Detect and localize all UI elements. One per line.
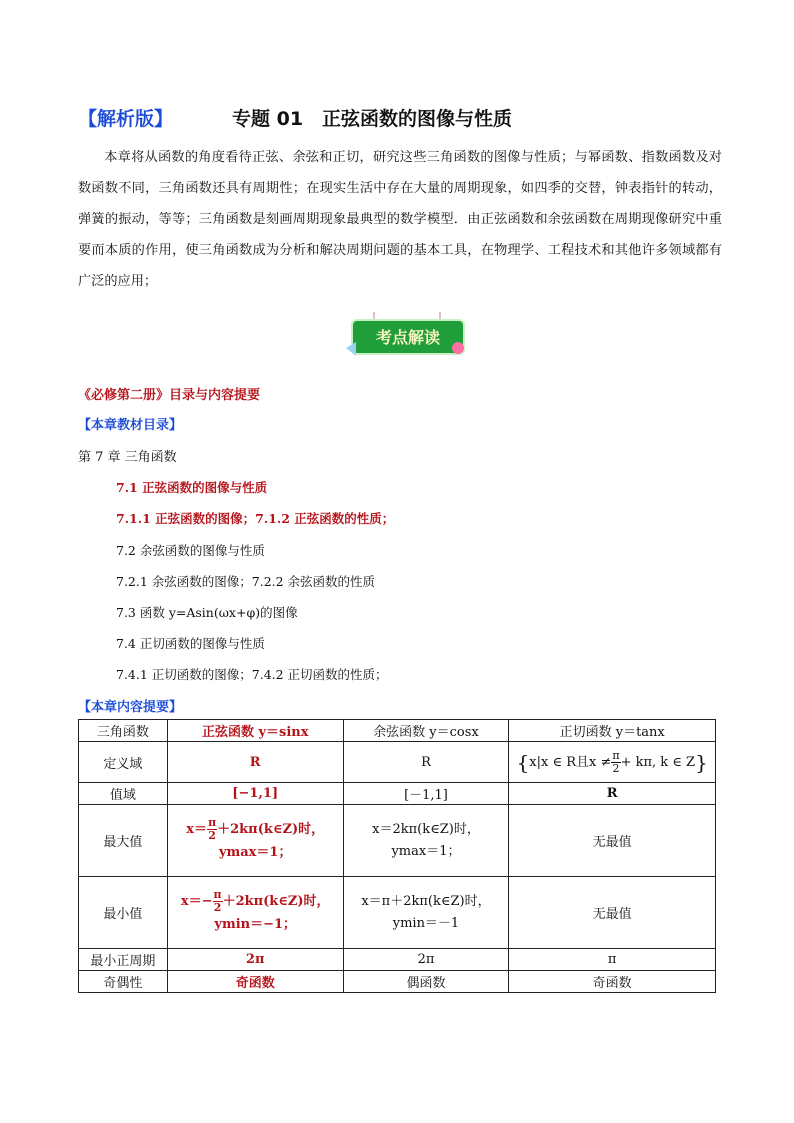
table-cell: 无最值 (509, 877, 716, 949)
intro-paragraph (78, 142, 722, 297)
table-header: 正弦函数 y＝sinx (167, 720, 343, 742)
badge-kaodian (344, 308, 470, 362)
toc-chapter: 第 7 章 三角函数 (78, 450, 177, 465)
tan-domain-a: x|x ∈ R且x ≠ (529, 754, 612, 770)
table-cell: x＝π＋2kπ(k∈Z)时， ymin＝－1 (343, 877, 509, 949)
table-header: 正切函数 y＝tanx (509, 720, 716, 742)
toc-item: 7.4.1 正切函数的图像；7.4.2 正切函数的性质； (116, 667, 388, 682)
toc-item: 7.2 余弦函数的图像与性质 (116, 543, 265, 558)
table-row (79, 783, 716, 805)
table-cell: R (343, 742, 509, 783)
row-label: 最大值 (79, 805, 168, 877)
table-cell: {x|x ∈ R且x ≠ $\frac{\pi}{2}$ + kπ, k ∈ Z} (509, 742, 716, 783)
table-cell: π (509, 949, 716, 971)
table-cell: 2π (167, 949, 343, 971)
table-header: 三角函数 (79, 720, 168, 742)
toc-item: 7.1.1 正弦函数的图像；7.1.2 正弦函数的性质； (116, 511, 395, 526)
version-tag: 【解析版】 (78, 108, 174, 130)
table-cell: x＝− $\frac{\pi}{2}$ ＋2kπ(k∈Z)时， ymin＝−1； (167, 877, 343, 949)
intro-text: 本章将从函数的角度看待正弦、余弦和正切，研究这些三角函数的图像与性质；与幂函数、指数函数及对数函数不同，三角函数还具有周期性；在现实生活中存在大量的周期现象，如四季的交替，钟表指针的转动，弹簧的振动，等等；三角函数是刻画周期现象最典型的数学模型．由正弦函数和余弦函数在周期现像研究中重要而本质的作用，使三角函数成为分析和解决周期问题的基本工具，在物理学、工程技术和其他许多领域都有广泛的应用； (78, 150, 722, 289)
summary-heading: 【本章内容提要】 (78, 700, 183, 715)
fraction: $\frac{\pi}{2}$ (208, 816, 217, 842)
tan-domain-b: + kπ, k ∈ Z (620, 754, 696, 770)
table-cell: [－1,1] (343, 783, 509, 805)
book-title: 《必修第二册》目录与内容提要 (78, 388, 261, 403)
table-row (79, 720, 716, 742)
table-cell: 奇函数 (509, 971, 716, 993)
table-cell: R (167, 742, 343, 783)
table-row (79, 971, 716, 993)
fraction: $\frac{\pi}{2}$ (213, 888, 222, 914)
table-cell: [−1,1] (167, 783, 343, 805)
row-label: 奇偶性 (79, 971, 168, 993)
row-label: 最小正周期 (79, 949, 168, 971)
toc-item: 7.1 正弦函数的图像与性质 (116, 480, 268, 495)
badge-heart-icon (452, 342, 464, 354)
title-row (78, 104, 718, 132)
table-cell: 奇函数 (167, 971, 343, 993)
table-cell: R (509, 783, 716, 805)
toc-item: 7.2.1 余弦函数的图像；7.2.2 余弦函数的性质 (116, 574, 376, 589)
table-cell: x＝ $\frac{\pi}{2}$ ＋2kπ(k∈Z)时， ymax＝1； (167, 805, 343, 877)
toc-item: 7.4 正切函数的图像与性质 (116, 636, 265, 651)
summary-table (78, 719, 716, 993)
toc-heading: 【本章教材目录】 (78, 418, 183, 433)
table-header: 余弦函数 y＝cosx (343, 720, 509, 742)
row-label: 定义域 (79, 742, 168, 783)
fraction: $\frac{\pi}{2}$ (612, 748, 620, 775)
table-cell: 无最值 (509, 805, 716, 877)
row-label: 最小值 (79, 877, 168, 949)
table-row (79, 742, 716, 783)
table-row (79, 877, 716, 949)
page-title: 专题 01 正弦函数的图像与性质 (232, 108, 513, 130)
table-cell: 2π (343, 949, 509, 971)
row-label: 值域 (79, 783, 168, 805)
toc-item: 7.3 函数 y=Asin(ωx+φ)的图像 (116, 605, 298, 620)
badge-label: 考点解读 (375, 328, 441, 347)
table-cell: x＝2kπ(k∈Z)时， ymax＝1； (343, 805, 509, 877)
table-row (79, 949, 716, 971)
table-cell: 偶函数 (343, 971, 509, 993)
table-row (79, 805, 716, 877)
